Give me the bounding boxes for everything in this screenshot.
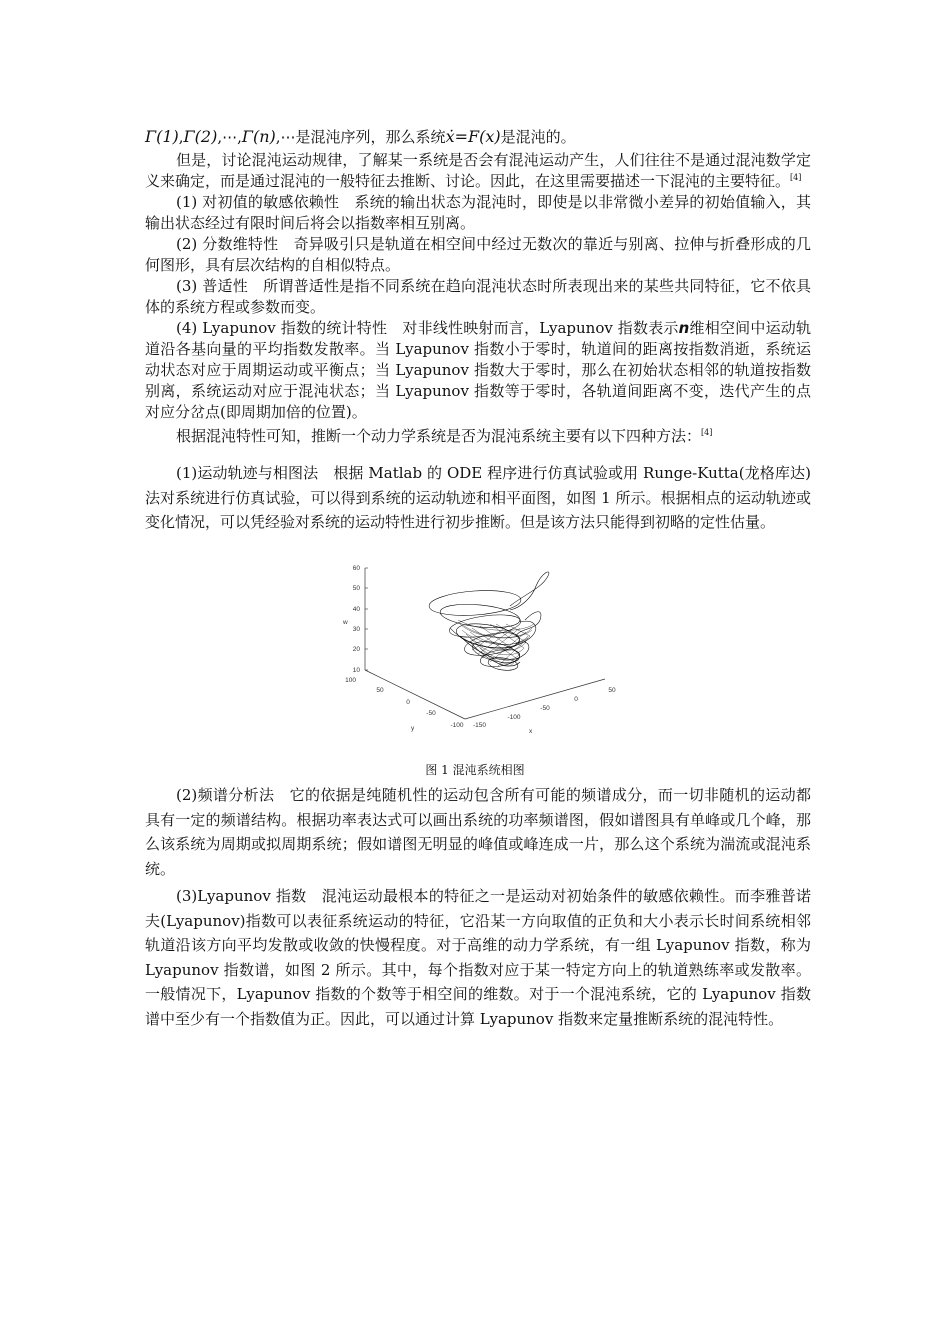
method-spectrum-analysis: (2)频谱分析法 它的依据是纯随机性的运动包含所有可能的频谱成分，而一切非随机的运动都具有一定的频谱结构。根据功率表达式可以画出系统的功率频谱图，假如谱图具有单峰或几个峰，那么该系统为周期或拟周期系统；假如谱图无明显的峰值或峰连成一片，那么这个系统为湍流或混沌系统。 <box>145 786 811 878</box>
methods-intro-paragraph <box>145 426 811 447</box>
z-tick-marks <box>365 568 368 670</box>
x-axis <box>465 679 605 719</box>
feature-fractal: (2) 分数维特性 奇异吸引只是轨道在相空间中经过无数次的靠近与别离、拉伸与折叠形成的几何图形，具有层次结构的自相似特点。 <box>145 235 811 274</box>
z-tick-label: 20 <box>352 646 360 653</box>
y-axis <box>365 670 465 719</box>
z-tick-label: 10 <box>352 667 360 674</box>
method-phase-portrait: (1)运动轨迹与相图法 根据 Matlab 的 ODE 程序进行仿真试验或用 Runge-Kutta(龙格库达)法对系统进行仿真试验，可以得到系统的运动轨迹和相平面图，如图 1 所示。根据相点的运动轨迹或变化情况，可以凭经验对系统的运动特性进行初步推断。但是该方法只能得到初略的定性估量。 <box>145 464 811 531</box>
feature-lyapunov-text-cont: 维相空间中运动轨道沿各基向量的平均指数发散率。当 Lyapunov 指数小于零时，轨道间的距离按指数消逝，系统运动状态对应于周期运动或平衡点；当 Lyapunov 指数大于零时，那么在初始状态相邻的轨道按指数别离，系统运动对应于混沌状态；当 Lyapunov 指数等于零时，各轨道间距离不变，迭代产生的点对应分岔点(即周期加倍的位置)。 <box>145 319 811 421</box>
comma: , <box>217 128 223 146</box>
feature-lyapunov-text: (4) Lyapunov 指数的统计特性 对非线性映射而言，Lyapunov 指数表示 <box>176 319 679 337</box>
chaos-sequence-line <box>145 124 811 150</box>
y-axis-label: y <box>411 725 415 732</box>
ellipsis: ⋯ <box>222 128 238 146</box>
y-tick-label: -100 <box>450 722 464 729</box>
x-tick-label: -100 <box>507 714 521 721</box>
x-axis-label: x <box>529 728 533 735</box>
z-axis-label: w <box>343 619 348 626</box>
y-tick-label: 100 <box>345 677 356 684</box>
text-section-features <box>145 124 811 447</box>
x-tick-label: 0 <box>574 696 578 703</box>
y-tick-label: 50 <box>376 687 384 694</box>
z-tick-label: 60 <box>352 565 360 572</box>
comma: , <box>178 128 184 146</box>
citation: [4] <box>701 428 713 437</box>
feature-universality: (3) 普适性 所谓普适性是指不同系统在趋向混沌状态时所表现出来的某些共同特征，它不依具体的系统方程或参数而变。 <box>145 277 811 316</box>
figure-caption: 图 1 混沌系统相图 <box>425 763 525 777</box>
phase-portrait-plot <box>320 558 640 738</box>
z-tick-label: 30 <box>352 626 360 633</box>
figure-chaos-phase-portrait <box>320 558 640 738</box>
text-section-method1 <box>145 461 811 535</box>
gamma-1: Γ(1) <box>145 127 179 146</box>
sequence-text: 是混沌序列，那么系统 <box>295 128 446 146</box>
system-equation: ẋ=F(x) <box>445 127 501 146</box>
sequence-conclusion: 是混沌的。 <box>500 128 576 146</box>
z-tick-label: 40 <box>352 606 360 613</box>
feature-sensitivity: (1) 对初值的敏感依赖性 系统的输出状态为混沌时，即使是以非常微小差异的初始值输入，其输出状态经过有限时间后将会以指数率相互别离。 <box>145 193 811 232</box>
ellipsis: ⋯ <box>280 128 296 146</box>
features-intro-text: 但是，讨论混沌运动规律，了解某一系统是否会有混沌运动产生，人们往往不是通过混沌数学定义来确定，而是通过混沌的一般特征去推断、讨论。因此，在这里需要描述一下混沌的主要特征。 <box>145 151 811 190</box>
z-tick-label: 50 <box>352 585 360 592</box>
x-tick-label: -150 <box>473 722 487 729</box>
y-tick-label: 0 <box>406 699 410 706</box>
x-tick-label: -50 <box>540 705 550 712</box>
dimension-variable: n <box>678 319 690 337</box>
y-tick-label: -50 <box>426 710 436 717</box>
x-tick-label: 50 <box>608 687 616 694</box>
gamma-2: Γ(2) <box>183 127 218 146</box>
methods-intro-text: 根据混沌特性可知，推断一个动力学系统是否为混沌系统主要有以下四种方法： <box>176 427 702 445</box>
comma: , <box>275 128 281 146</box>
text-section-method3 <box>145 884 811 1031</box>
citation: [4] <box>790 173 802 182</box>
comma: , <box>237 128 242 146</box>
text-section-method2 <box>145 783 811 881</box>
gamma-n: Γ(n) <box>241 127 276 146</box>
method-lyapunov-exponent: (3)Lyapunov 指数 混沌运动最根本的特征之一是运动对初始条件的敏感依赖性。而李雅普诺夫(Lyapunov)指数可以表征系统运动的特征，它沿某一方向取值的正负和大小表示长时间系统相邻轨道沿该方向平均发散或收敛的快慢程度。对于高维的动力学系统，有一组 Lyapunov 指数，称为 Lyapunov 指数谱，如图 2 所示。其中，每个指数对应于某一特定方向上的轨道熟练率或发散率。一般情况下，Lyapunov 指数的个数等于相空间的维数。对于一个混沌系统，它的 Lyapunov 指数谱中至少有一个指数值为正。因此，可以通过计算 Lyapunov 指数来定量推断系统的混沌特性。 <box>145 887 811 1028</box>
feature-lyapunov <box>145 318 811 423</box>
attractor-trajectory <box>428 572 549 672</box>
attractor-dense-core <box>458 620 534 666</box>
features-intro-paragraph <box>145 150 811 192</box>
